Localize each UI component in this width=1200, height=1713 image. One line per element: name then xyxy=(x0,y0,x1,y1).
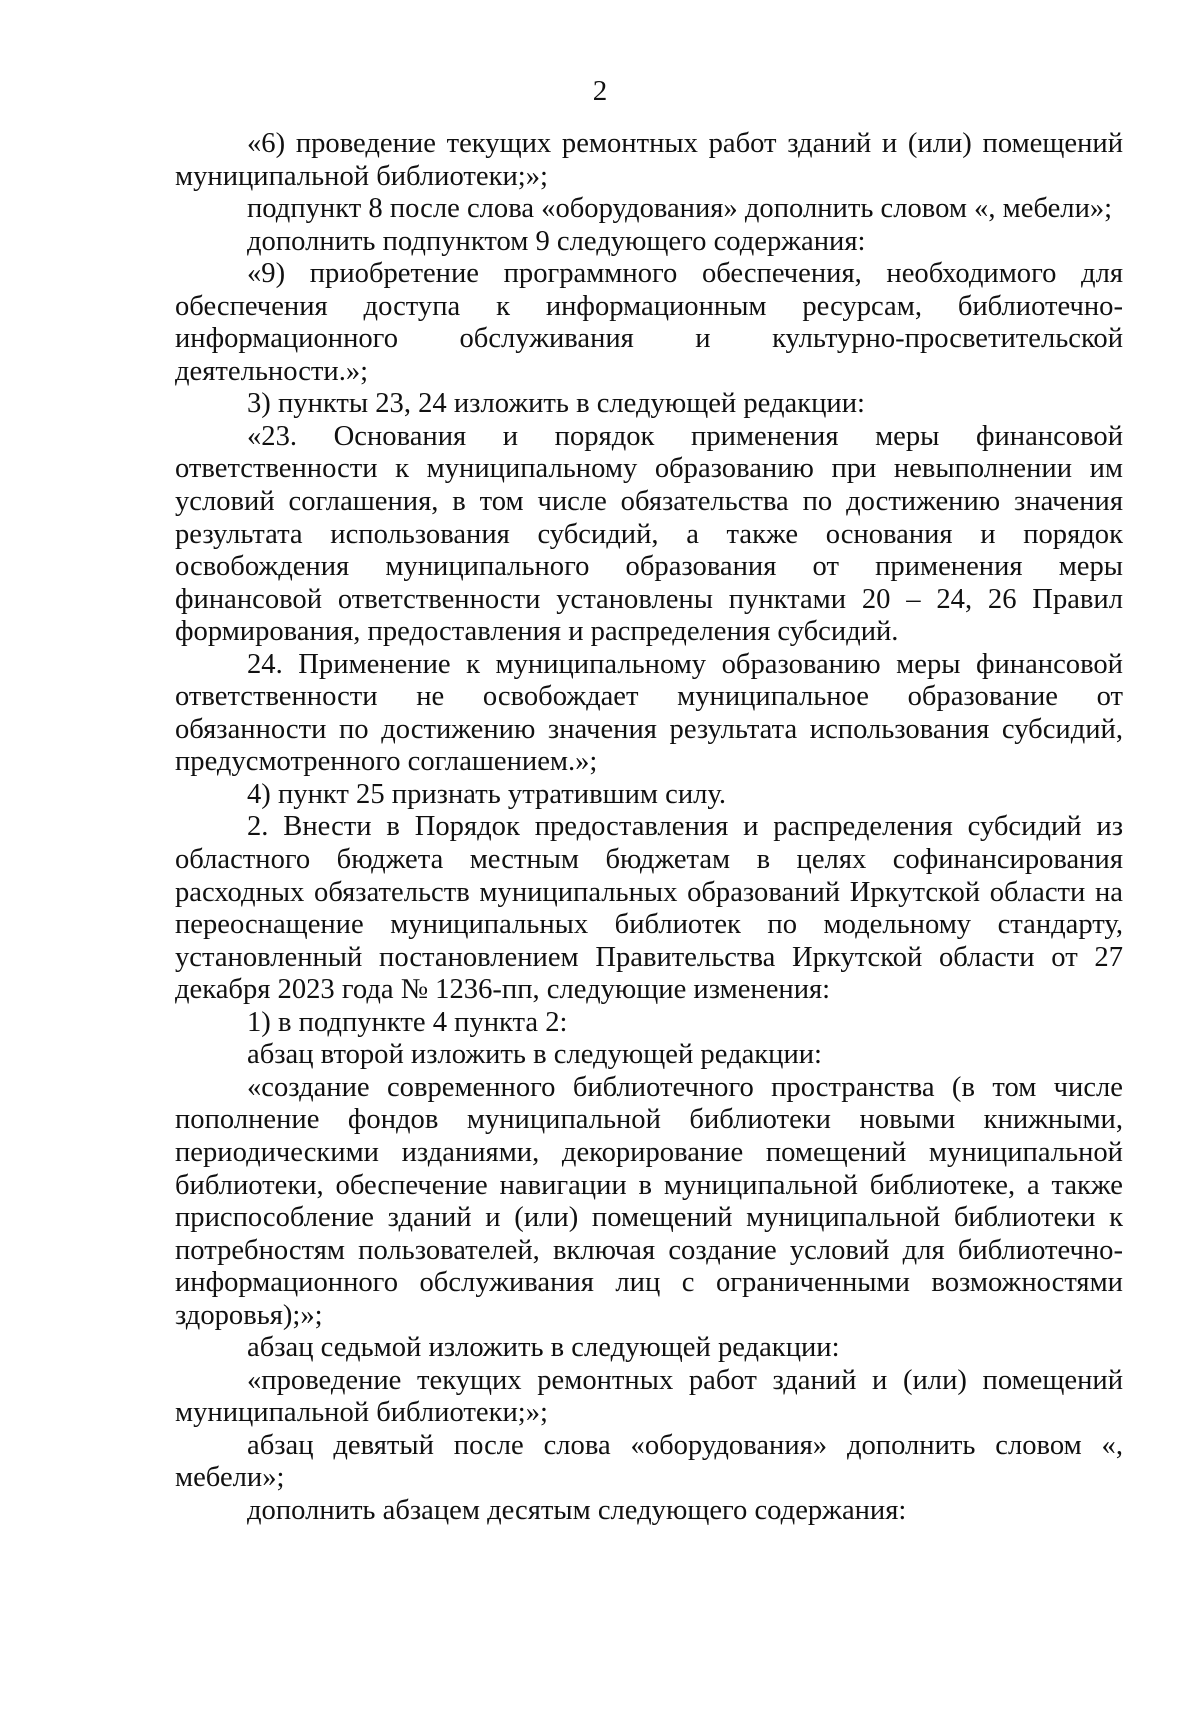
page-number: 2 xyxy=(592,75,608,107)
paragraph: абзац второй изложить в следующей редакции: xyxy=(247,1039,823,1071)
paragraph: дополнить абзацем десятым следующего содержания: xyxy=(247,1494,907,1526)
document-body xyxy=(175,128,1123,1528)
paragraph: 1) в подпункте 4 пункта 2: xyxy=(247,1006,568,1038)
paragraph: «23. Основания и порядок применения меры финансовой ответственности к муниципальному образованию при невыполнении им условий соглашения, в том числе обязательства по достижению значения результата использования субсидий, а также основания и порядок освобождения муниципального образования от применения меры финансовой ответственности установлены пунктами 20 – 24, 26 Правил формирования, предоставления и распределения субсидий. xyxy=(175,420,1123,648)
paragraph: «6) проведение текущих ремонтных работ зданий и (или) помещений муниципальной библиотеки;»; xyxy=(175,128,1123,192)
paragraph: 3) пункты 23, 24 изложить в следующей редакции: xyxy=(247,388,865,420)
paragraph: дополнить подпунктом 9 следующего содержания: xyxy=(247,225,866,257)
paragraph: «создание современного библиотечного пространства (в том числе пополнение фондов муниципальной библиотеки новыми книжными, периодическими изданиями, декорирование помещений муниципальной библиотеки, обеспечение навигации в муниципальной библиотеке, а также приспособление зданий и (или) помещений муниципальной библиотеки к потребностям пользователей, включая создание условий для библиотечно-информационного обслуживания лиц с ограниченными возможностями здоровья);»; xyxy=(175,1071,1123,1331)
paragraph: 2. Внести в Порядок предоставления и распределения субсидий из областного бюджета местным бюджетам в целях софинансирования расходных обязательств муниципальных образований Иркутской области на переоснащение муниципальных библиотек по модельному стандарту, установленный постановлением Правительства Иркутской области от 27 декабря 2023 года № 1236-пп, следующие изменения: xyxy=(175,811,1123,1006)
paragraph: абзац девятый после слова «оборудования» дополнить словом «, мебели»; xyxy=(175,1429,1123,1494)
paragraph: 4) пункт 25 признать утратившим силу. xyxy=(247,778,727,810)
paragraph: «проведение текущих ремонтных работ зданий и (или) помещений муниципальной библиотеки;»; xyxy=(175,1364,1123,1429)
paragraph: абзац седьмой изложить в следующей редакции: xyxy=(247,1332,840,1364)
paragraph: «9) приобретение программного обеспечения, необходимого для обеспечения доступа к информационным ресурсам, библиотечно-информационного обслуживания и культурно-просветительской деятельности.»; xyxy=(175,258,1123,387)
paragraph: 24. Применение к муниципальному образованию меры финансовой ответственности не освобождает муниципальное образование от обязанности по достижению значения результата использования субсидий, предусмотренного соглашением.»; xyxy=(175,648,1123,778)
paragraph: подпункт 8 после слова «оборудования» дополнить словом «, мебели»; xyxy=(247,193,1113,225)
